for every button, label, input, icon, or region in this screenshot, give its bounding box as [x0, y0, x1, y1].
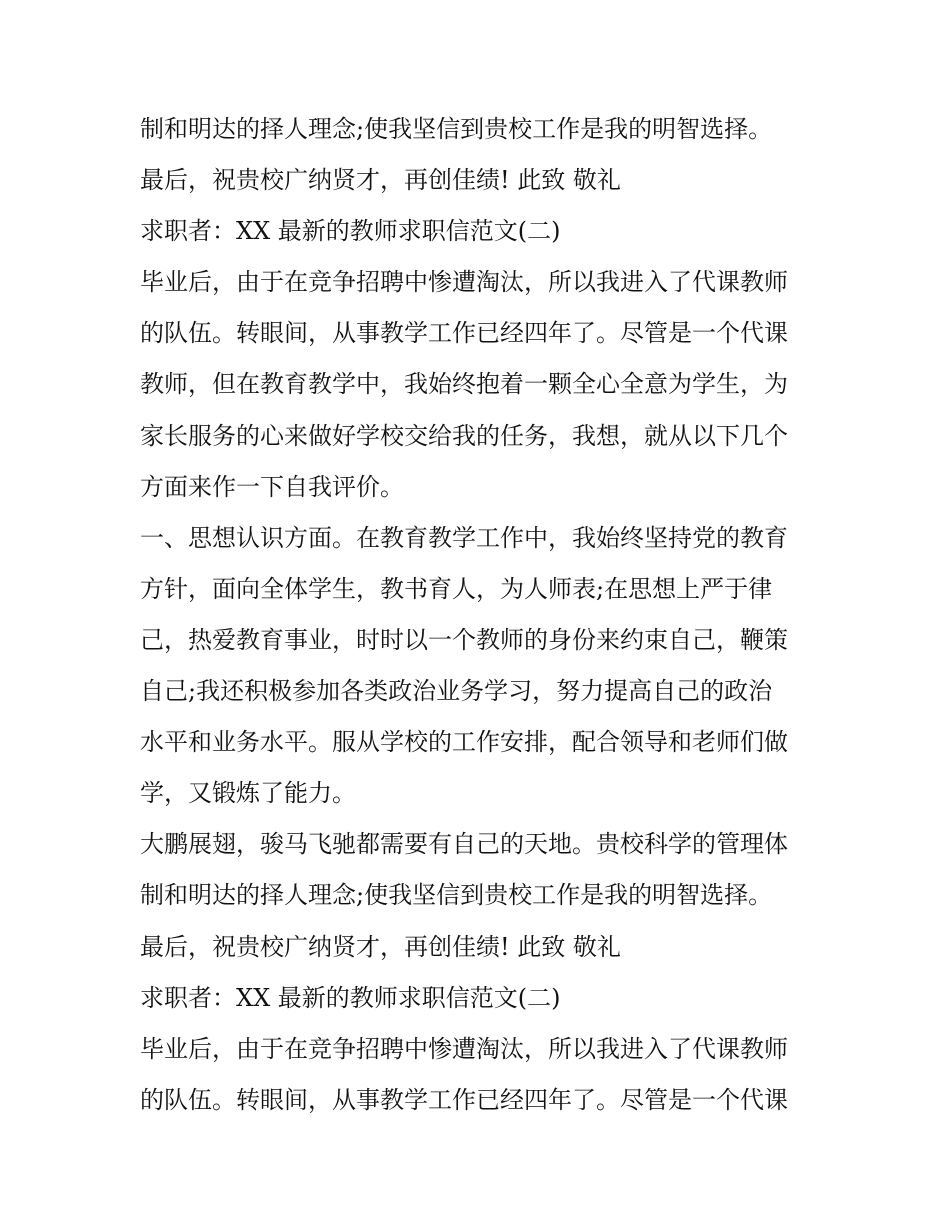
- text-line: 学，又锻炼了能力。: [140, 779, 356, 808]
- text-line: 己，热爱教育事业，时时以一个教师的身份来约束自己，鞭策: [140, 625, 788, 654]
- text-line: 制和明达的择人理念;使我坚信到贵校工作是我的明智选择。: [140, 115, 773, 143]
- text-line: 自己;我还积极参加各类政治业务学习，努力提高自己的政治: [140, 677, 773, 706]
- text-line: 水平和业务水平。服从学校的工作安排，配合领导和老师们做: [140, 728, 788, 757]
- document-body: [140, 104, 830, 1126]
- text-line: 最后，祝贵校广纳贤才，再创佳绩! 此致 敬礼: [140, 932, 621, 961]
- text-line: 制和明达的择人理念;使我坚信到贵校工作是我的明智选择。: [140, 881, 773, 910]
- text-line: 的队伍。转眼间，从事教学工作已经四年了。尽管是一个代课: [140, 1085, 788, 1114]
- text-line: 毕业后，由于在竞争招聘中惨遭淘汰，所以我进入了代课教师: [140, 1034, 788, 1063]
- text-line: 方针，面向全体学生，教书育人，为人师表;在思想上严于律: [140, 574, 773, 603]
- text-line: 的队伍。转眼间，从事教学工作已经四年了。尽管是一个代课: [140, 319, 788, 348]
- text-line: 最后，祝贵校广纳贤才，再创佳绩! 此致 敬礼: [140, 166, 621, 195]
- text-line: 求职者：XX 最新的教师求职信范文(二): [140, 217, 561, 246]
- text-line: 求职者：XX 最新的教师求职信范文(二): [140, 983, 561, 1012]
- text-line: 教师，但在教育教学中，我始终抱着一颗全心全意为学生，为: [140, 370, 788, 399]
- text-line: 一、思想认识方面。在教育教学工作中，我始终坚持党的教育: [140, 523, 788, 552]
- text-line: 大鹏展翅，骏马飞驰都需要有自己的天地。贵校科学的管理体: [140, 830, 788, 859]
- text-line: 家长服务的心来做好学校交给我的任务，我想，就从以下几个: [140, 421, 788, 450]
- text-line: 毕业后，由于在竞争招聘中惨遭淘汰，所以我进入了代课教师: [140, 268, 788, 297]
- text-line: 方面来作一下自我评价。: [140, 472, 404, 501]
